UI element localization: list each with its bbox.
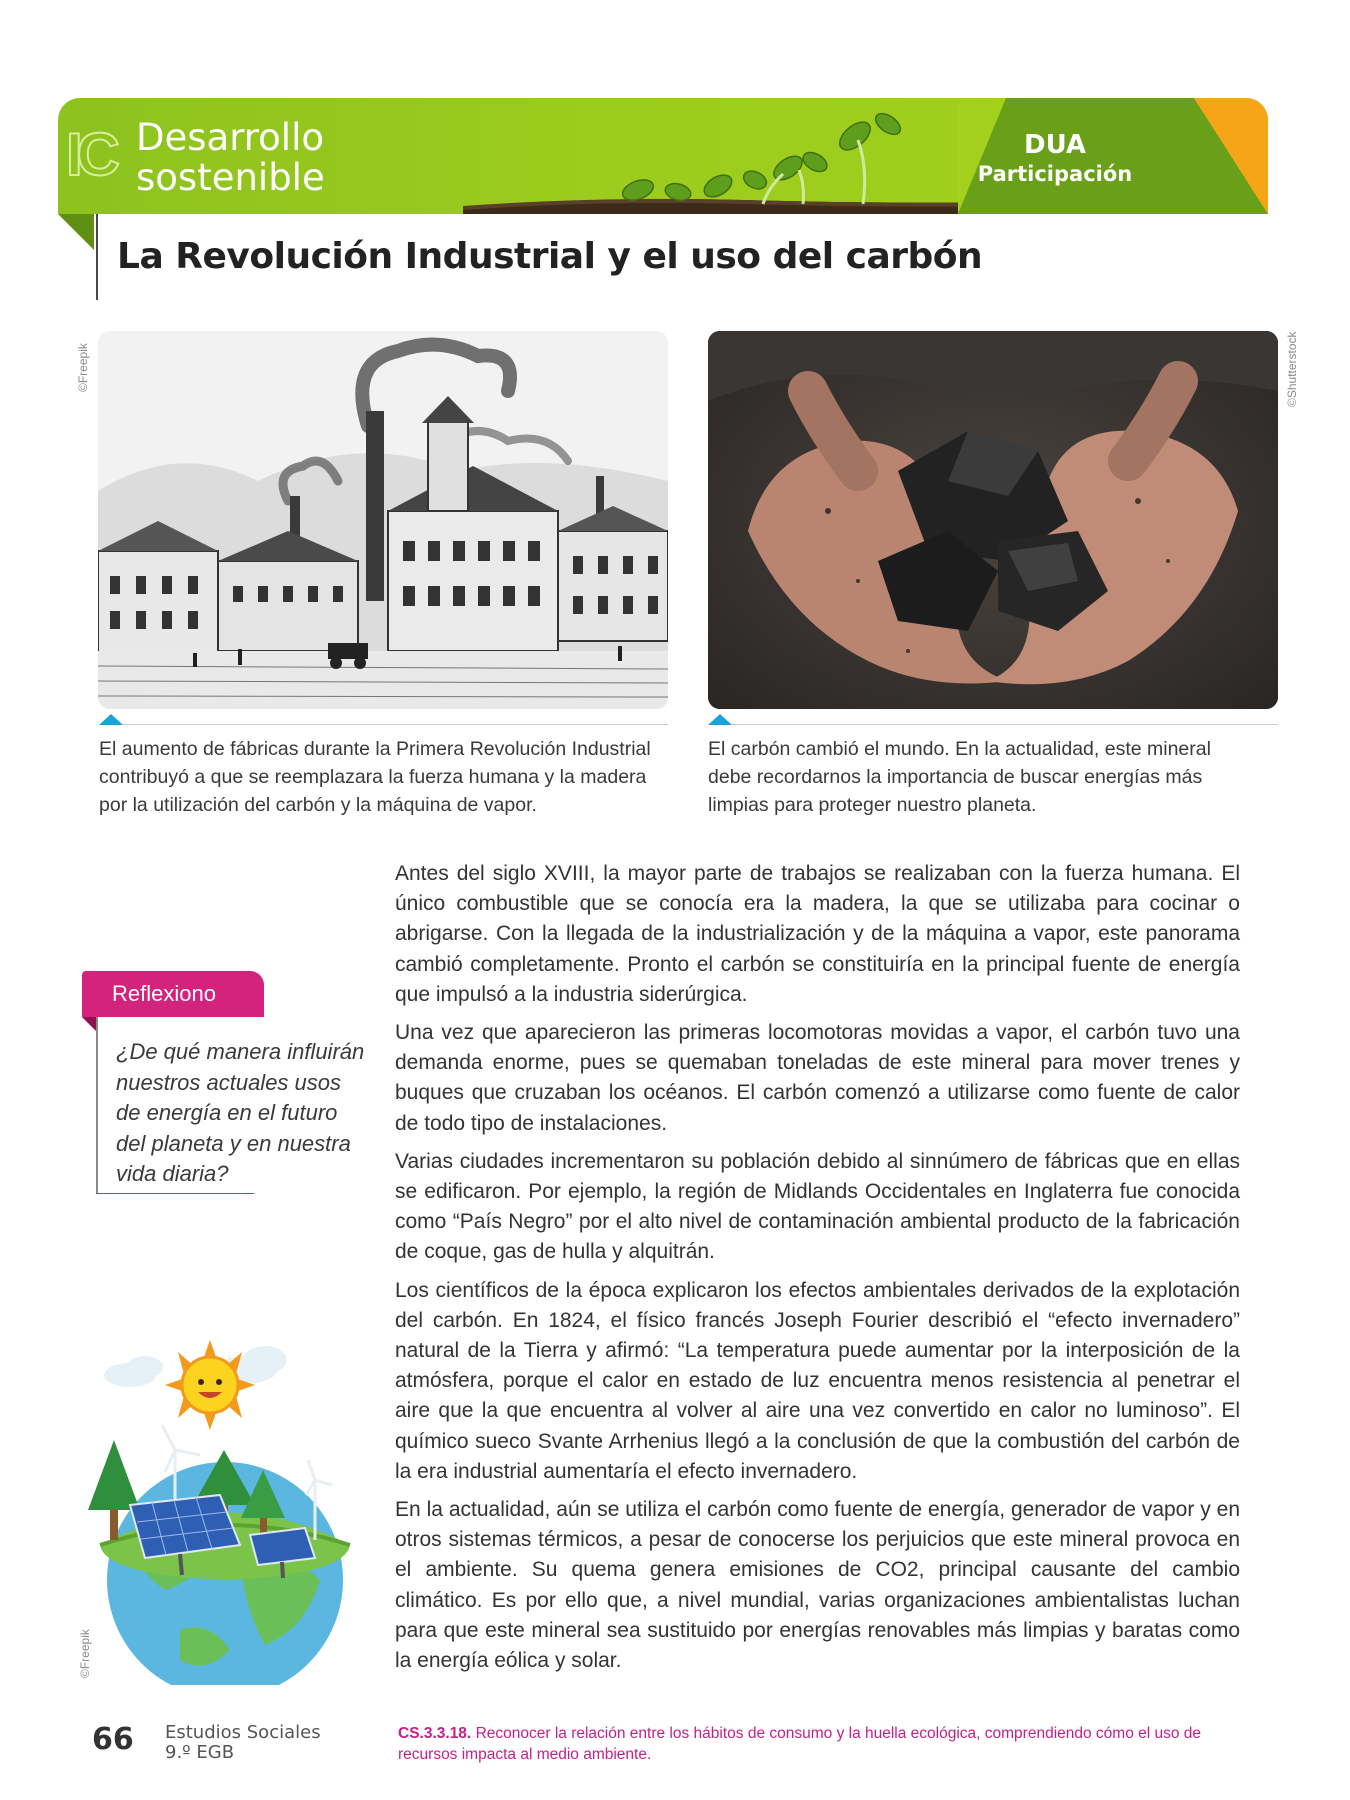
paragraph: Una vez que aparecieron las primeras locomotoras movidas a vapor, el carbón tuvo una demanda enorme, pues se quemaban toneladas de este mineral para mover trenes y buques que cruzaban los océanos. El carbón comenzó a utilizarse como fuente de calor de todo tipo de instalaciones. bbox=[395, 1021, 1240, 1135]
subject-name: Estudios Sociales bbox=[165, 1722, 321, 1743]
reflexiono-label: Reflexiono bbox=[82, 971, 264, 1017]
title-rule bbox=[96, 214, 98, 300]
page-number: 66 bbox=[92, 1722, 134, 1757]
photo-credit-left: ©Freepik bbox=[76, 343, 90, 392]
paragraph: Los científicos de la época explicaron los efectos ambientales derivados de la explotación del carbón. En 1824, el físico francés Joseph Fourier describió el “efecto invernadero” natural de la Tierra y afirmó: “La temperatura puede aumentar por la interposición de la atmósfera, porque el calor en estado de luz encuentra menos resistencia al penetrar el aire que la que encuentra al volver al aire una vez convertido en calor no luminoso”. El químico sueco Svante Arrhenius llegó a la conclusión de que la combustión del carbón de la era industrial aumentaría el efecto invernadero. bbox=[395, 1278, 1240, 1483]
factory-engraving-image bbox=[98, 331, 668, 709]
paragraph: En la actualidad, aún se utiliza el carbón como fuente de energía, generador de vapor y en otros sistemas térmicos, a pesar de conocerse los perjuicios que este mineral provoca en el ambiente. Su quema genera emisiones de CO2, principal causante del cambio climático. Es por ello que, a nivel mundial, varias organizaciones ambientalistas luchan para que este mineral sea sustituido por energías renovables más limpias y baratas como la energía eólica y solar. bbox=[395, 1498, 1240, 1673]
banner-fold bbox=[58, 214, 94, 250]
section-title-line2: sostenible bbox=[136, 156, 325, 199]
reflexiono-question: ¿De qué manera influirán nuestros actuales usos de energía en el futuro del planeta y en nuestra vida diaria? bbox=[116, 1039, 365, 1186]
section-title bbox=[136, 118, 325, 198]
section-logo: IC bbox=[66, 121, 114, 188]
page-title: La Revolución Industrial y el uso del carbón bbox=[117, 236, 983, 277]
illustration-credit: ©Freepik bbox=[78, 1629, 92, 1678]
caption-rule-left bbox=[123, 724, 668, 725]
sun-icon bbox=[165, 1340, 255, 1430]
caption-rule-right bbox=[732, 724, 1278, 725]
dua-title: DUA bbox=[1023, 130, 1087, 160]
reflexiono-bottom-rule bbox=[96, 1193, 254, 1194]
curriculum-criterion bbox=[398, 1723, 1258, 1765]
sprouts-icon bbox=[463, 108, 1023, 214]
criterion-text: Reconocer la relación entre los hábitos de consumo y la huella ecológica, comprendiendo cómo el uso de recursos impacta al medio ambiente. bbox=[398, 1725, 1202, 1763]
reflexiono-rule bbox=[96, 1017, 98, 1194]
dua-subtitle: Participación bbox=[977, 162, 1133, 186]
caption-marker-left bbox=[99, 714, 123, 725]
paragraph: Antes del siglo XVIII, la mayor parte de trabajos se realizaban con la fuerza humana. El único combustible que se conocía era la madera, la que se utilizaba para cocinar o abrigarse. Con la llegada de la industrialización y de la máquina a vapor, este panorama cambió completamente. Pronto el carbón se constituiría en la principal fuente de energía que impulsó a la industria siderúrgica. bbox=[395, 862, 1240, 1006]
renewable-earth-illustration bbox=[70, 1330, 380, 1685]
subject-label bbox=[165, 1723, 321, 1763]
criterion-code: CS.3.3.18. bbox=[398, 1725, 472, 1742]
grade-level: 9.º EGB bbox=[165, 1742, 235, 1763]
coal-in-hands-image bbox=[708, 331, 1278, 709]
section-title-line1: Desarrollo bbox=[136, 116, 324, 159]
coal-caption: El carbón cambió el mundo. En la actualidad, este mineral debe recordarnos la importancia de buscar energías más limpias para proteger nuestro planeta. bbox=[708, 738, 1211, 816]
photo-credit-right: ©Shutterstock bbox=[1285, 331, 1299, 407]
article-body bbox=[395, 859, 1240, 1684]
caption-marker-right bbox=[708, 714, 732, 725]
paragraph: Varias ciudades incrementaron su población debido al sinnúmero de fábricas que en ellas se edificaron. Por ejemplo, la región de Midlands Occidentales en Inglaterra fue conocida como “País Negro” por el alto nivel de contaminación ambiental producto de la fabricación de coque, gas de hulla y alquitrán. bbox=[395, 1149, 1240, 1264]
factory-caption: El aumento de fábricas durante la Primera Revolución Industrial contribuyó a que se reemplazara la fuerza humana y la madera por la utilización del carbón y la máquina de vapor. bbox=[99, 738, 651, 816]
reflexiono-fold bbox=[82, 1017, 96, 1031]
